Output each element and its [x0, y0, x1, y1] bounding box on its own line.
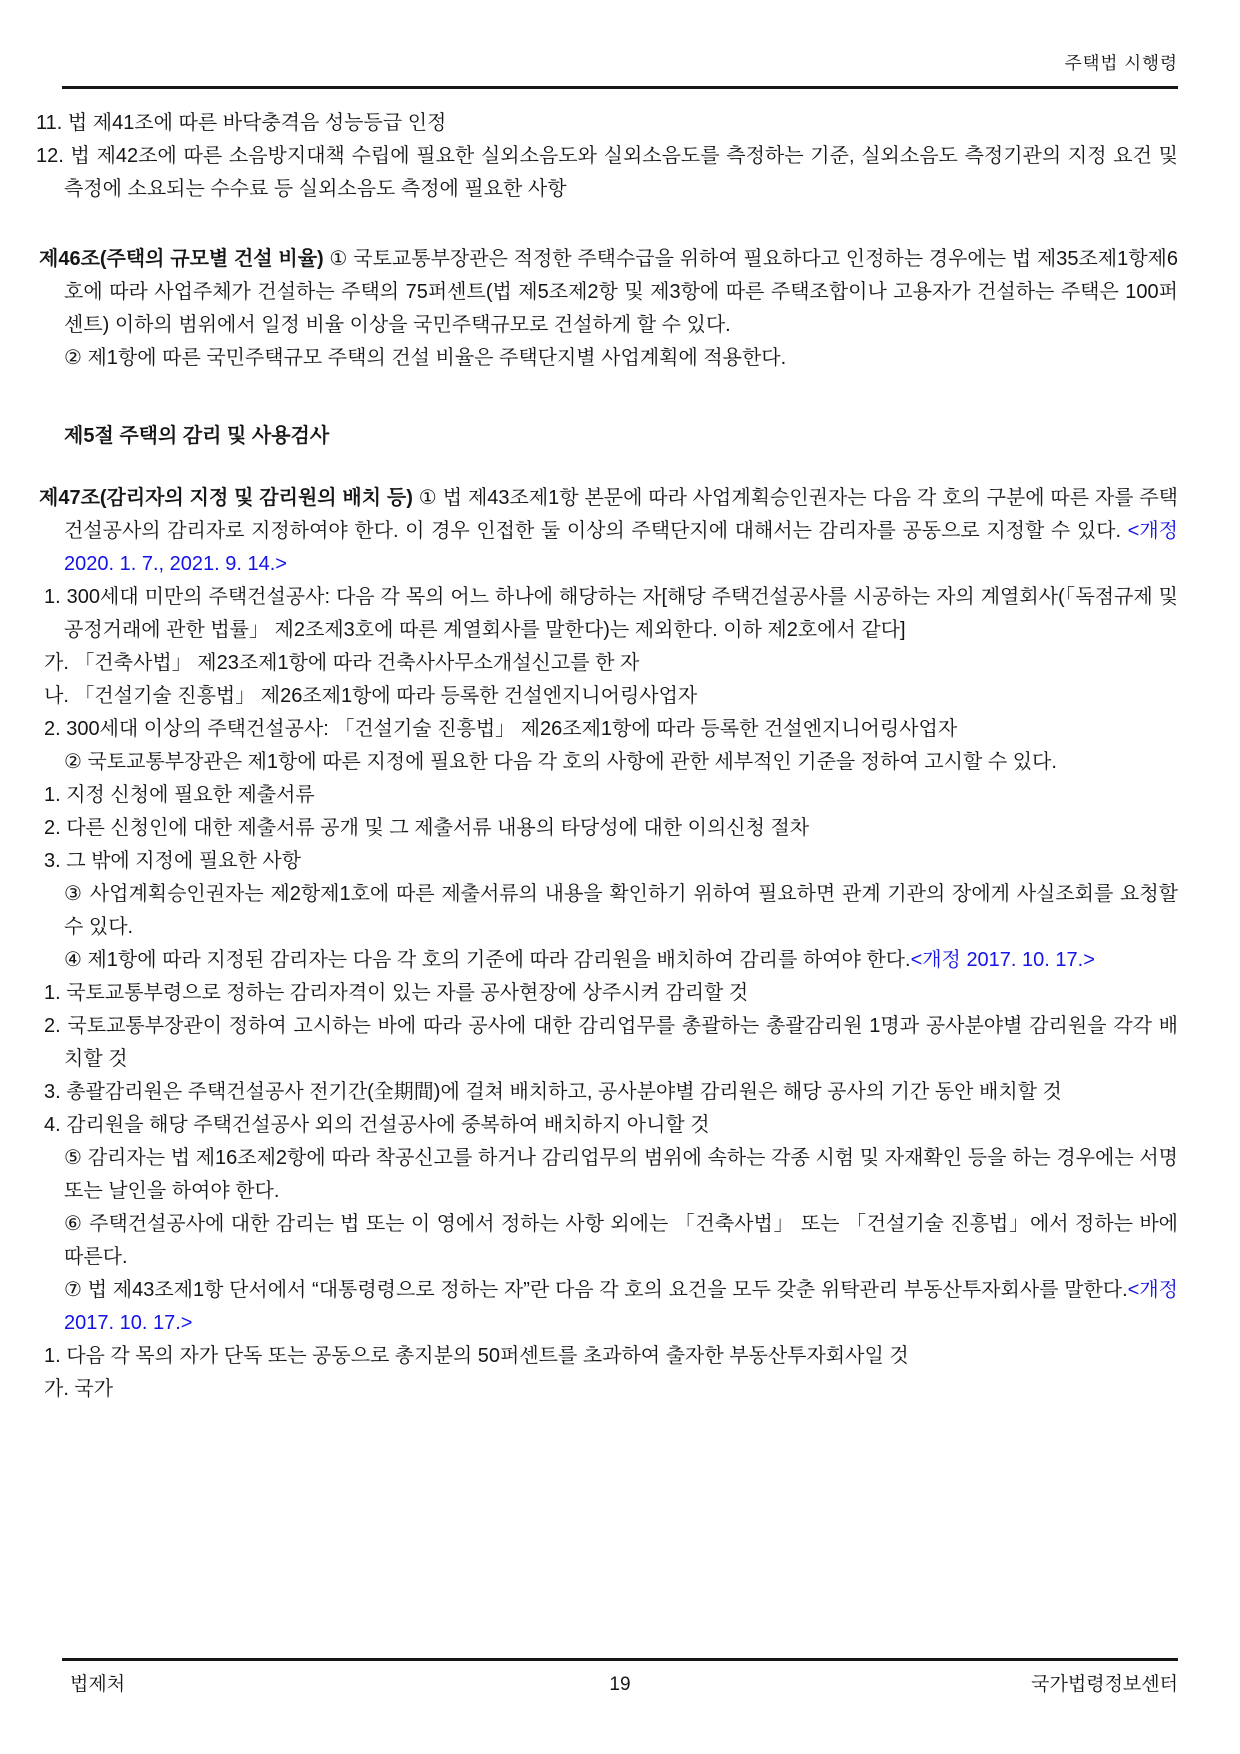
- article-46-paragraph-2: [64, 342, 1178, 375]
- paragraph-text: ⑦ 법 제43조제1항 단서에서 “대통령령으로 정하는 자”란 다음 각 호의 요건을 모두 갖춘 위탁관리 부동산투자회사를 말한다.: [64, 1279, 1128, 1301]
- article-47-paragraph-3: [64, 878, 1178, 944]
- page-header-title: 주택법 시행령: [1064, 53, 1178, 73]
- list-item-12: [36, 140, 1178, 206]
- paragraph-text: ⑤ 감리자는 법 제16조제2항에 따라 착공신고를 하거나 감리업무의 범위에 속하는 각종 시험 및 자재확인 등을 하는 경우에는 서명 또는 날인을 하여야 한다.: [64, 1147, 1178, 1202]
- article-47-paragraph-6: [64, 1208, 1178, 1274]
- footer-publisher: 법제처: [70, 1674, 126, 1695]
- document-body: [36, 107, 1178, 1406]
- paragraph-text: 가. 국가: [44, 1378, 114, 1400]
- paragraph-text: 1. 국토교통부령으로 정하는 감리자격이 있는 자를 공사현장에 상주시켜 감리할 것: [44, 982, 749, 1004]
- section-5-heading: [64, 420, 1178, 453]
- paragraph-text: 3. 그 밖에 지정에 필요한 사항: [44, 850, 301, 872]
- article-47-paragraph-4: [64, 944, 1178, 977]
- amendment-note: <개정 2017. 10. 17.>: [64, 1279, 1178, 1334]
- footer-rule: [62, 1658, 1178, 1661]
- article-47-p4-item-4: [44, 1109, 1178, 1142]
- paragraph-text: 1. 300세대 미만의 주택건설공사: 다음 각 목의 어느 하나에 해당하는 자[해당 주택건설공사를 시공하는 자의 계열회사(「독점규제 및 공정거래에 관한 법률」 제2조제3호에 따른 계열회사를 말한다)는 제외한다. 이하 제2호에서 같다]: [44, 586, 1178, 641]
- article-47-p4-item-1: [44, 977, 1178, 1010]
- paragraph-text: ① 법 제43조제1항 본문에 따라 사업계획승인권자는 다음 각 호의 구분에 따른 자를 주택건설공사의 감리자로 지정하여야 한다. 이 경우 인접한 둘 이상의 주택단지에 대해서는 감리자를 공동으로 지정할 수 있다.: [64, 487, 1178, 542]
- article-47-p7-item-1-ga: [44, 1373, 1178, 1406]
- paragraph-text: 1. 지정 신청에 필요한 제출서류: [44, 784, 315, 806]
- paragraph-text: ② 제1항에 따른 국민주택규모 주택의 건설 비율은 주택단지별 사업계획에 적용한다.: [64, 347, 787, 369]
- paragraph-text: 12. 법 제42조에 따른 소음방지대책 수립에 필요한 실외소음도와 실외소음도를 측정하는 기준, 실외소음도 측정기관의 지정 요건 및 측정에 소요되는 수수료 등 실외소음도 측정에 필요한 사항: [36, 145, 1178, 200]
- paragraph-text: 1. 다음 각 목의 자가 단독 또는 공동으로 총지분의 50퍼센트를 초과하여 출자한 부동산투자회사일 것: [44, 1345, 909, 1367]
- list-item-11: [36, 107, 1178, 140]
- page-number: 19: [609, 1674, 631, 1695]
- amendment-note: <개정 2020. 1. 7., 2021. 9. 14.>: [64, 520, 1178, 575]
- paragraph-text: ① 국토교통부장관은 적정한 주택수급을 위하여 필요하다고 인정하는 경우에는 법 제35조제1항제6호에 따라 사업주체가 건설하는 주택의 75퍼센트(법 제5조제2항 및 제3항에 따른 주택조합이나 고용자가 건설하는 주택은 100퍼센트) 이하의 범위에서 일정 비율 이상을 국민주택규모로 건설하게 할 수 있다.: [64, 248, 1178, 336]
- paragraph-text: 2. 300세대 이상의 주택건설공사: 「건설기술 진흥법」 제26조제1항에 따라 등록한 건설엔지니어링사업자: [44, 718, 958, 740]
- article-47-title: 제47조(감리자의 지정 및 감리원의 배치 등): [39, 487, 413, 509]
- header-rule: [62, 86, 1178, 89]
- article-47-item-2: [44, 713, 1178, 746]
- section-heading-text: 제5절 주택의 감리 및 사용검사: [64, 425, 330, 447]
- article-47-p4-item-3: [44, 1076, 1178, 1109]
- article-47-paragraph-1: [39, 482, 1178, 581]
- article-47-paragraph-2: [64, 746, 1178, 779]
- paragraph-text: 가. 「건축사법」 제23조제1항에 따라 건축사사무소개설신고를 한 자: [44, 652, 640, 674]
- article-46-paragraph-1: [39, 243, 1178, 342]
- article-47-p2-item-1: [44, 779, 1178, 812]
- footer-source: 국가법령정보센터: [1031, 1674, 1178, 1695]
- paragraph-text: ④ 제1항에 따라 지정된 감리자는 다음 각 호의 기준에 따라 감리원을 배치하여 감리를 하여야 한다.: [64, 949, 911, 971]
- amendment-note: <개정 2017. 10. 17.>: [910, 949, 1095, 971]
- article-47-item-1-na: [44, 680, 1178, 713]
- article-46-title: 제46조(주택의 규모별 건설 비율): [39, 248, 324, 270]
- article-47-item-1-ga: [44, 647, 1178, 680]
- paragraph-text: ② 국토교통부장관은 제1항에 따른 지정에 필요한 다음 각 호의 사항에 관한 세부적인 기준을 정하여 고시할 수 있다.: [64, 751, 1057, 773]
- paragraph-text: 나. 「건설기술 진흥법」 제26조제1항에 따라 등록한 건설엔지니어링사업자: [44, 685, 698, 707]
- article-47-item-1: [44, 581, 1178, 647]
- paragraph-text: ⑥ 주택건설공사에 대한 감리는 법 또는 이 영에서 정하는 사항 외에는 「건축사법」 또는 「건설기술 진흥법」에서 정하는 바에 따른다.: [64, 1213, 1178, 1268]
- article-47-p2-item-2: [44, 812, 1178, 845]
- article-47-p2-item-3: [44, 845, 1178, 878]
- article-47-paragraph-5: [64, 1142, 1178, 1208]
- paragraph-text: 2. 다른 신청인에 대한 제출서류 공개 및 그 제출서류 내용의 타당성에 대한 이의신청 절차: [44, 817, 810, 839]
- paragraph-text: 2. 국토교통부장관이 정하여 고시하는 바에 따라 공사에 대한 감리업무를 총괄하는 총괄감리원 1명과 공사분야별 감리원을 각각 배치할 것: [44, 1015, 1178, 1070]
- article-47-p7-item-1: [44, 1340, 1178, 1373]
- paragraph-text: 11. 법 제41조에 따른 바닥충격음 성능등급 인정: [36, 112, 447, 134]
- article-47-paragraph-7: [64, 1274, 1178, 1340]
- paragraph-text: ③ 사업계획승인권자는 제2항제1호에 따른 제출서류의 내용을 확인하기 위하여 필요하면 관계 기관의 장에게 사실조회를 요청할 수 있다.: [64, 883, 1178, 938]
- paragraph-text: 3. 총괄감리원은 주택건설공사 전기간(全期間)에 걸쳐 배치하고, 공사분야별 감리원은 해당 공사의 기간 동안 배치할 것: [44, 1081, 1062, 1103]
- paragraph-text: 4. 감리원을 해당 주택건설공사 외의 건설공사에 중복하여 배치하지 아니할 것: [44, 1114, 710, 1136]
- article-47-p4-item-2: [44, 1010, 1178, 1076]
